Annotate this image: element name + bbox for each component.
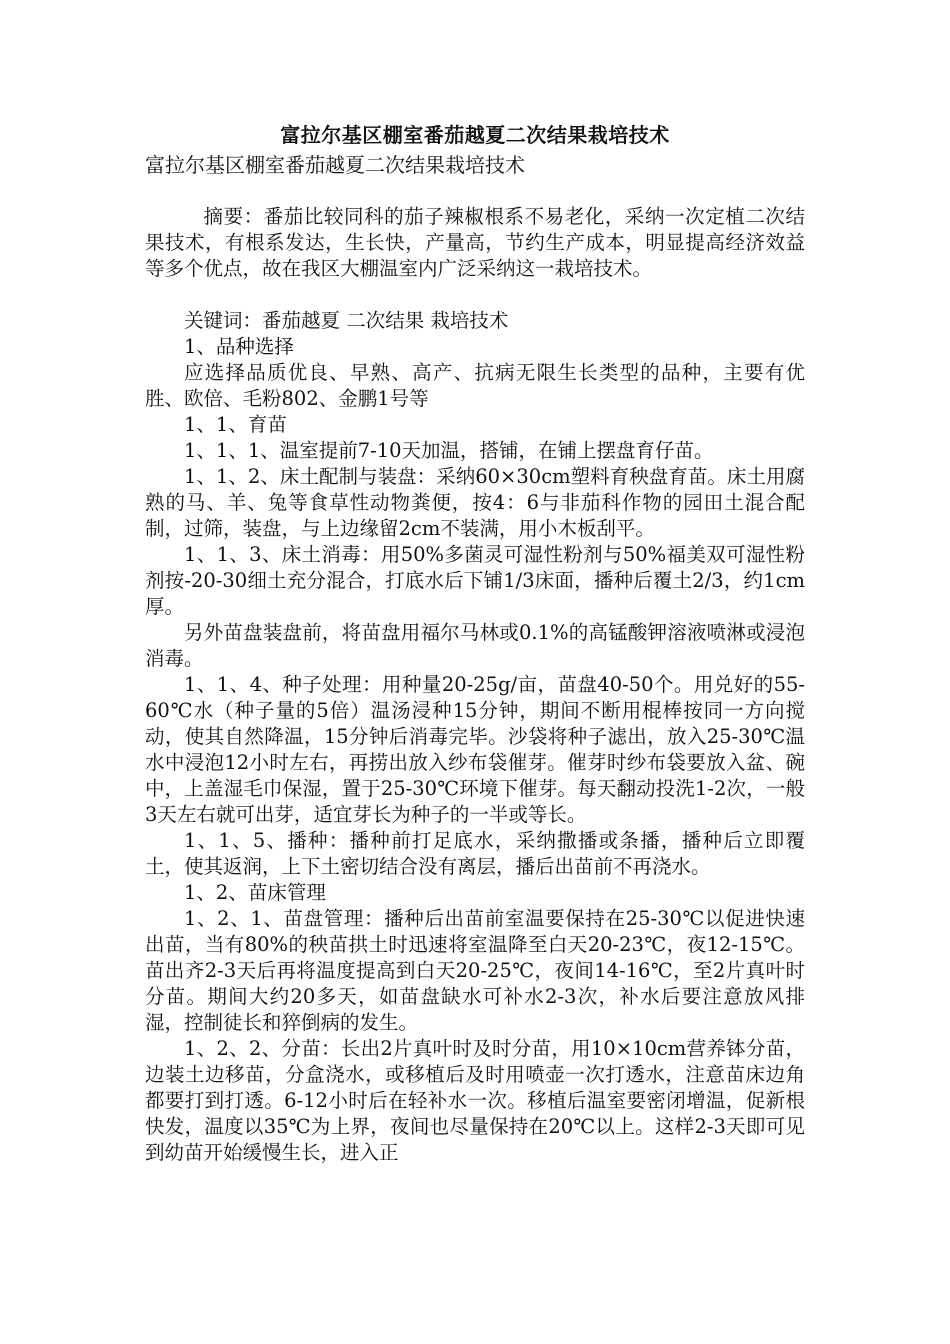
section-heading: 1、1、育苗 — [184, 413, 287, 436]
body-paragraph: 1、2、2、分苗：长出2片真叶时及时分苗，用10×10cm营养钵分苗，边装土边移苗，分盒浇水，或移植后及时用喷壶一次打透水，注意苗床边角都要打到打透。6-12小时后在轻补水一次。移植后温室要密闭增温，促新根快发，温度以35℃为上界，夜间也尽量保持在20℃以上。这样2-3天即可见到幼苗开始缓慢生长，进入正 — [145, 1037, 805, 1164]
body-paragraph: 1、1、3、床土消毒：用50%多菌灵可湿性粉剂与50%福美双可湿性粉剂按-20-30细土充分混合，打底水后下铺1/3床面，播种后覆土2/3，约1cm厚。 — [145, 543, 805, 618]
body-paragraph: 1、1、4、种子处理：用种量20-25g/亩，苗盘40-50个。用兑好的55-60℃水（种子量的5倍）温汤浸种15分钟，期间不断用棍棒按同一方向搅动，使其自然降温，15分钟后消毒完毕。沙袋将种子滤出，放入25-30℃温水中浸泡12小时左右，再捞出放入纱布袋催芽。催芽时纱布袋要放入盆、碗中，上盖湿毛巾保湿，置于25-30℃环境下催芽。每天翻动投洗1-2次，一般3天左右就可出芽，适宜芽长为种子的一半或等长。 — [145, 673, 805, 826]
section-heading: 1、品种选择 — [184, 335, 294, 358]
blank-line — [145, 178, 805, 204]
body-paragraph: 1、1、5、播种：播种前打足底水，采纳撒播或条播，播种后立即覆土，使其返润，上下土密切结合没有离层，播后出苗前不再浇水。 — [145, 829, 805, 878]
document-subtitle: 富拉尔基区棚室番茄越夏二次结果栽培技术 — [145, 153, 525, 177]
blank-line — [145, 282, 805, 308]
body-paragraph: 1、1、1、温室提前7-10天加温，搭铺，在铺上摆盘育仔苗。 — [184, 439, 714, 462]
abstract-paragraph: 摘要：番茄比较同科的茄子辣椒根系不易老化，采纳一次定植二次结果技术，有根系发达，生长快，产量高，节约生产成本，明显提高经济效益等多个优点，故在我区大棚温室内广泛采纳这一栽培技术。 — [145, 205, 805, 280]
document-title: 富拉尔基区棚室番茄越夏二次结果栽培技术 — [280, 123, 670, 147]
body-paragraph: 应选择品质优良、早熟、高产、抗病无限生长类型的品种，主要有优胜、欧倍、毛粉802、金鹏1号等 — [145, 361, 805, 410]
section-heading: 1、2、苗床管理 — [184, 881, 326, 904]
keywords-paragraph: 关键词：番茄越夏 二次结果 栽培技术 — [184, 309, 509, 332]
body-paragraph: 1、1、2、床土配制与装盘：采纳60×30cm塑料育秧盘育苗。床土用腐熟的马、羊、兔等食草性动物粪便，按4：6与非茄科作物的园田土混合配制，过筛，装盘，与上边缘留2cm不装满，用小木板刮平。 — [145, 465, 805, 540]
body-paragraph: 1、2、1、苗盘管理：播种后出苗前室温要保持在25-30℃以促进快速出苗，当有80%的秧苗拱土时迅速将室温降至白天20-23℃，夜12-15℃。苗出齐2-3天后再将温度提高到白天20-25℃，夜间14-16℃，至2片真叶时分苗。期间大约20多天，如苗盘缺水可补水2-3次，补水后要注意放风排湿，控制徒长和猝倒病的发生。 — [145, 907, 805, 1034]
body-paragraph: 另外苗盘装盘前，将苗盘用福尔马林或0.1%的高锰酸钾溶液喷淋或浸泡消毒。 — [145, 621, 805, 670]
document-page — [145, 118, 805, 1166]
